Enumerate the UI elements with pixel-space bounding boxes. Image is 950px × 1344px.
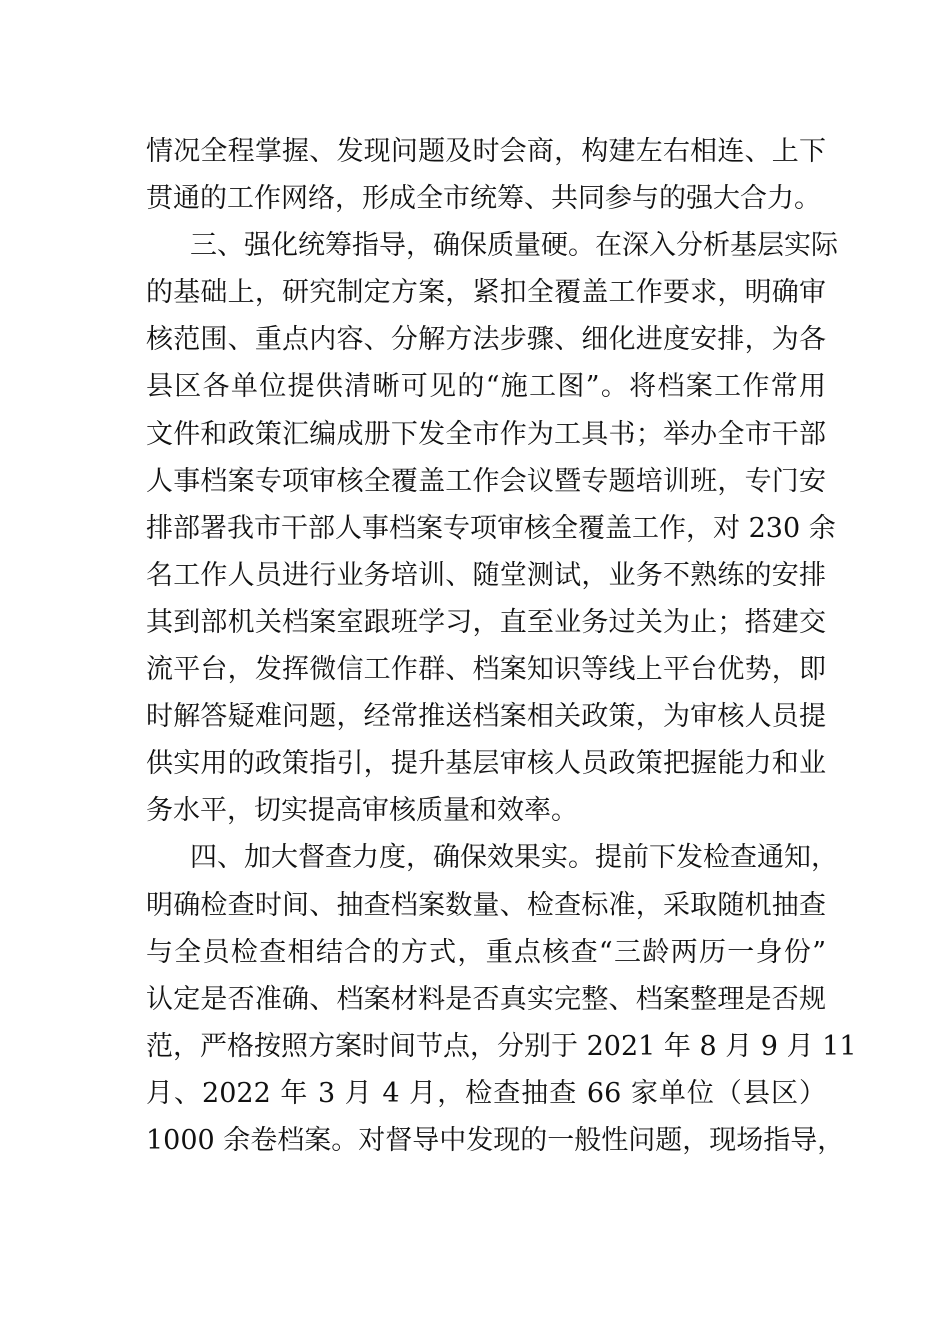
text-line-21: 月、2022 年 3 月 4 月，检查抽查 66 家单位（县区） bbox=[146, 1077, 826, 1109]
text-line-18: 与全员检查相结合的方式，重点核查“三龄两历一身份” bbox=[146, 936, 826, 968]
text-line-6: 县区各单位提供清晰可见的“施工图”。将档案工作常用 bbox=[146, 371, 826, 403]
text-line-20: 范，严格按照方案时间节点，分别于 2021 年 8 月 9 月 11 bbox=[146, 1030, 857, 1062]
text-line-15: 务水平，切实提高审核质量和效率。 bbox=[146, 795, 578, 827]
text-line-19: 认定是否准确、档案材料是否真实完整、档案整理是否规 bbox=[146, 983, 826, 1015]
text-line-14: 供实用的政策指引，提升基层审核人员政策把握能力和业 bbox=[146, 748, 826, 780]
section-4-heading-line: 四、加大督查力度，确保效果实。提前下发检查通知， bbox=[190, 842, 838, 874]
text-line-1: 情况全程掌握、发现问题及时会商，构建左右相连、上下 bbox=[146, 136, 826, 167]
text-line-8: 人事档案专项审核全覆盖工作会议暨专题培训班，专门安 bbox=[146, 465, 826, 497]
document-body bbox=[146, 128, 857, 1164]
text-line-4: 的基础上，研究制定方案，紧扣全覆盖工作要求，明确审 bbox=[146, 277, 826, 309]
text-line-13: 时解答疑难问题，经常推送档案相关政策，为审核人员提 bbox=[146, 701, 826, 733]
text-line-9: 排部署我市干部人事档案专项审核全覆盖工作，对 230 余 bbox=[146, 512, 836, 544]
text-line-10: 名工作人员进行业务培训、随堂测试，业务不熟练的安排 bbox=[146, 559, 826, 591]
text-line-17: 明确检查时间、抽查档案数量、检查标准，采取随机抽查 bbox=[146, 889, 826, 921]
text-line-22: 1000 余卷档案。对督导中发现的一般性问题，现场指导， bbox=[146, 1124, 845, 1156]
text-line-12: 流平台，发挥微信工作群、档案知识等线上平台优势，即 bbox=[146, 654, 826, 686]
text-line-2: 贯通的工作网络，形成全市统筹、共同参与的强大合力。 bbox=[146, 183, 821, 215]
text-line-5: 核范围、重点内容、分解方法步骤、细化进度安排，为各 bbox=[146, 324, 826, 356]
text-line-7: 文件和政策汇编成册下发全市作为工具书；举办全市干部 bbox=[146, 418, 826, 450]
text-line-11: 其到部机关档案室跟班学习，直至业务过关为止；搭建交 bbox=[146, 606, 826, 638]
section-3-heading-line: 三、强化统筹指导，确保质量硬。在深入分析基层实际 bbox=[190, 230, 838, 262]
